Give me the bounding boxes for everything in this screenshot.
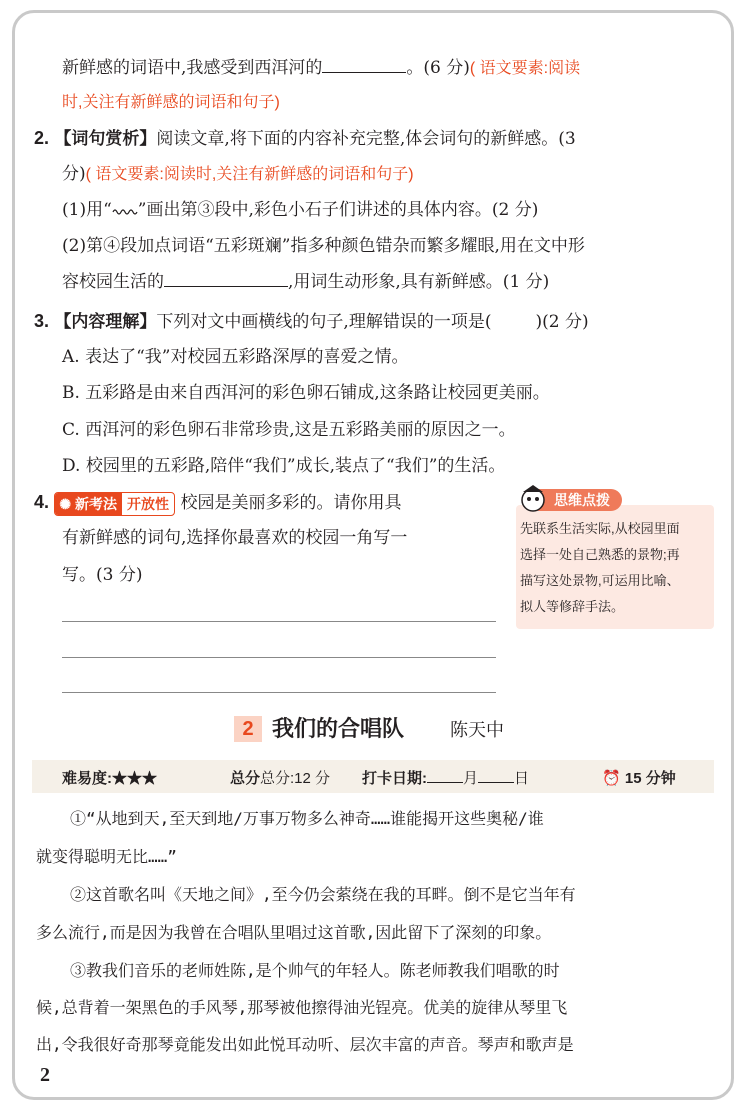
- q2-sub-1: [62, 198, 538, 222]
- hint-line: 先联系生活实际,从校园里面: [520, 521, 680, 536]
- q3-option-c[interactable]: C. 西洱河的彩色卵石非常珍贵,这是五彩路美丽的原因之一。: [62, 420, 516, 440]
- day-label: 日: [514, 770, 530, 787]
- date-label: 打卡日期:: [362, 770, 427, 787]
- q3-option-d[interactable]: D. 校园里的五彩路,陪伴“我们”成长,装点了“我们”的生活。: [62, 456, 506, 476]
- answer-blank[interactable]: [164, 270, 288, 287]
- q3-number: 3.: [34, 311, 50, 331]
- q4-tag-text-1: 新考法: [75, 495, 118, 512]
- writing-line[interactable]: [62, 657, 496, 658]
- month-blank[interactable]: [427, 768, 463, 783]
- q3-option-a[interactable]: A. 表达了“我”对校园五彩路深厚的喜爱之情。: [62, 347, 409, 367]
- q2-sub-2-line-2: [62, 270, 549, 294]
- q4-tag-new-method: [55, 493, 122, 515]
- q4-stem: 校园是美丽多彩的。请你用具: [180, 493, 402, 513]
- q2-line-1: [34, 126, 576, 151]
- passage-line: 就变得聪明无比……”: [36, 847, 177, 866]
- month-label: 月: [463, 770, 479, 787]
- hint-title-text: 思维点拨: [554, 492, 610, 508]
- writing-line[interactable]: [62, 692, 496, 693]
- q3-stem-text: 下列对文中画横线的句子,理解错误的一项是(: [156, 312, 492, 332]
- mascot-icon: [518, 482, 548, 514]
- passage-line: 出,令我很好奇那琴竟能发出如此悦耳动听、层次丰富的声音。琴声和歌声是: [36, 1035, 574, 1054]
- q1-skill-note: ( 语文要素:阅读: [469, 60, 581, 77]
- q4-tag-open: 开放性: [127, 495, 170, 512]
- q3-stem: [34, 309, 589, 334]
- passage-line: ②这首歌名叫《天地之间》,至今仍会萦绕在我的耳畔。倒不是它当年有: [70, 885, 576, 904]
- q3-option-b[interactable]: B. 五彩路是由来自西洱河的彩色卵石铺成,这条路让校园更美丽。: [62, 383, 550, 403]
- q1-score: 。(6 分): [406, 58, 470, 78]
- page-number: 2: [40, 1064, 50, 1086]
- passage-line: ①“从地到天,至天到地/万事万物多么神奇……谁能揭开这些奥秘/谁: [70, 809, 544, 828]
- q2-sub-2-line-1: (2)第④段加点词语“五彩斑斓”指多种颜色错杂而繁多耀眼,用在文中形: [62, 236, 585, 256]
- q4-line-2: 有新鲜感的词句,选择你最喜欢的校园一角写一: [62, 528, 408, 548]
- q4-number: 4.: [34, 492, 50, 512]
- total-score: 总分总分:12 分: [230, 770, 331, 787]
- writing-line[interactable]: [62, 621, 496, 622]
- q2-sub1-text-b: ”画出第③段中,彩色小石子们讲述的具体内容。(2 分): [137, 200, 539, 220]
- q2-type-tag: 【词句赏析】: [54, 129, 157, 148]
- day-blank[interactable]: [478, 768, 514, 783]
- total-score-text: 总分:12 分: [260, 770, 331, 787]
- q2-line-2: [62, 162, 414, 187]
- wavy-line-icon: [112, 206, 138, 216]
- q1-skill-note-cont: 时,关注有新鲜感的词语和句子): [62, 94, 280, 111]
- q2-skill-note: ( 语文要素:阅读时,关注有新鲜感的词语和句子): [85, 166, 414, 183]
- alarm-clock-icon: ⏰: [602, 770, 621, 787]
- q4-line-3: 写。(3 分): [62, 565, 143, 585]
- difficulty: 难易度:★★★: [62, 770, 157, 787]
- hint-line: 描写这处景物,可运用比喻、: [520, 573, 680, 588]
- q3-type-tag: 【内容理解】: [54, 312, 157, 331]
- q2-stem: 阅读文章,将下面的内容补充完整,体会词句的新鲜感。(3: [156, 129, 576, 149]
- q2-sub2-text-a: 容校园生活的: [62, 272, 164, 292]
- q1-line-1: [62, 56, 580, 81]
- lesson-number: 2: [234, 716, 262, 742]
- q3-score: )(2 分): [535, 312, 589, 332]
- time-limit: [602, 767, 676, 788]
- q2-sub1-text-a: (1)用“: [62, 200, 112, 220]
- q2-sub2-text-b: ,用词生动形象,具有新鲜感。(1 分): [288, 272, 550, 292]
- hint-text: [520, 516, 712, 620]
- q2-number: 2.: [34, 128, 50, 148]
- q1-text: 新鲜感的词语中,我感受到西洱河的: [62, 58, 323, 78]
- lesson-title: 我们的合唱队: [272, 716, 405, 741]
- time-text: 15 分钟: [624, 770, 676, 787]
- passage-line: 多么流行,而是因为我曾在合唱队里唱过这首歌,因此留下了深刻的印象。: [36, 923, 552, 942]
- passage-line: 候,总背着一架黑色的手风琴,那琴被他擦得油光锃亮。优美的旋律从琴里飞: [36, 998, 568, 1017]
- q2-stem-cont: 分): [62, 164, 86, 184]
- q4-type-tag: [54, 492, 175, 516]
- q4-line-1: [34, 490, 401, 516]
- lesson-author: 陈天中: [450, 720, 504, 741]
- answer-blank[interactable]: [322, 56, 406, 73]
- passage-line: ③教我们音乐的老师姓陈,是个帅气的年轻人。陈老师教我们唱歌的时: [70, 961, 560, 980]
- hint-line: 拟人等修辞手法。: [520, 599, 625, 614]
- hint-line: 选择一处自己熟悉的景物;再: [520, 547, 680, 562]
- info-bar: [32, 760, 714, 793]
- checkin-date: [362, 767, 529, 788]
- lightbulb-icon: ✺: [59, 495, 72, 512]
